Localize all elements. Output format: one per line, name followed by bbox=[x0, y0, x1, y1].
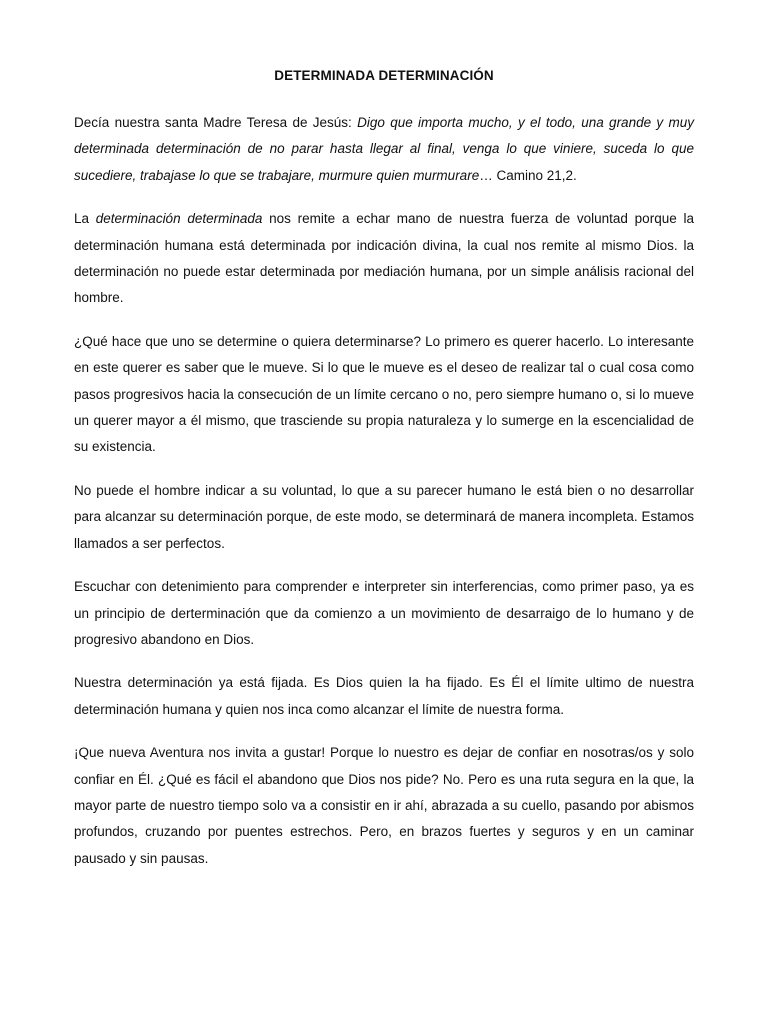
paragraph-6: Nuestra determinación ya está fijada. Es Dios quien la ha fijado. Es Él el límite ultimo de nuestra determinación humana y quien nos inca como alcanzar el límite de nuestra forma. bbox=[74, 675, 694, 717]
paragraph-5: Escuchar con detenimiento para comprender e interpreter sin interferencias, como primer paso, ya es un principio de derterminación que da comienzo a un movimiento de desarraigo de lo humano y de progresivo abandono en Dios. bbox=[74, 579, 694, 647]
document-title: DETERMINADA DETERMINACIÓN bbox=[274, 68, 494, 83]
paragraph-2-before: La bbox=[74, 211, 96, 227]
paragraph-3: ¿Qué hace que uno se determine o quiera determinarse? Lo primero es querer hacerlo. Lo interesante en este querer es saber que le mueve. Si lo que le mueve es el deseo de realizar tal o cual cosa como pasos progresivos hacia la consecución de un límite cercano o no, pero siempre humano o, si lo mueve un querer mayor a él mismo, que trasciende su propia naturaleza y lo sumerge en la escencialidad de su existencia. bbox=[74, 333, 694, 455]
quote-citation: Camino 21,2. bbox=[496, 167, 577, 183]
paragraph-2 bbox=[74, 206, 694, 312]
paragraph-2-after: nos remite a echar mano de nuestra fuerza de voluntad porque la determinación humana está determinada por indicación divina, la cual nos remite al mismo Dios. la determinación no puede estar determinada por mediación humana, por un simple análisis racional del hombre. bbox=[74, 211, 694, 306]
paragraph-4: No puede el hombre indicar a su voluntad, lo que a su parecer humano le está bien o no desarrollar para alcanzar su determinación porque, de este modo, se determinará de manera incompleta. Estamos llamados a ser perfectos. bbox=[74, 482, 694, 551]
paragraph-7: ¡Que nueva Aventura nos invita a gustar! Porque lo nuestro es dejar de confiar en nosotras/os y solo confiar en Él. ¿Qué es fácil el abandono que Dios nos pide? No. Pero es una ruta segura en la que, la mayor parte de nuestro tiempo solo va a consistir en ir ahí, abrazada a su cuello, pasando por abismos profundos, cruzando por puentes estrechos. Pero, en brazos fuertes y seguros y en un caminar pausado y sin pausas. bbox=[74, 745, 694, 866]
document-page bbox=[74, 66, 694, 889]
quote-ellipsis: … bbox=[479, 167, 497, 183]
paragraph-2-italic: determinación determinada bbox=[95, 211, 263, 227]
paragraph-1 bbox=[74, 110, 694, 189]
paragraph-1-intro: Decía nuestra santa Madre Teresa de Jesús: bbox=[74, 115, 358, 130]
teresa-quote: Digo que importa mucho, y el todo, una grande y muy determinada determinación de no parar hasta llegar al final, venga lo que viniere, suceda lo que sucediere, trabajase lo que se trabajare, murmure quien murmurare bbox=[74, 115, 694, 183]
